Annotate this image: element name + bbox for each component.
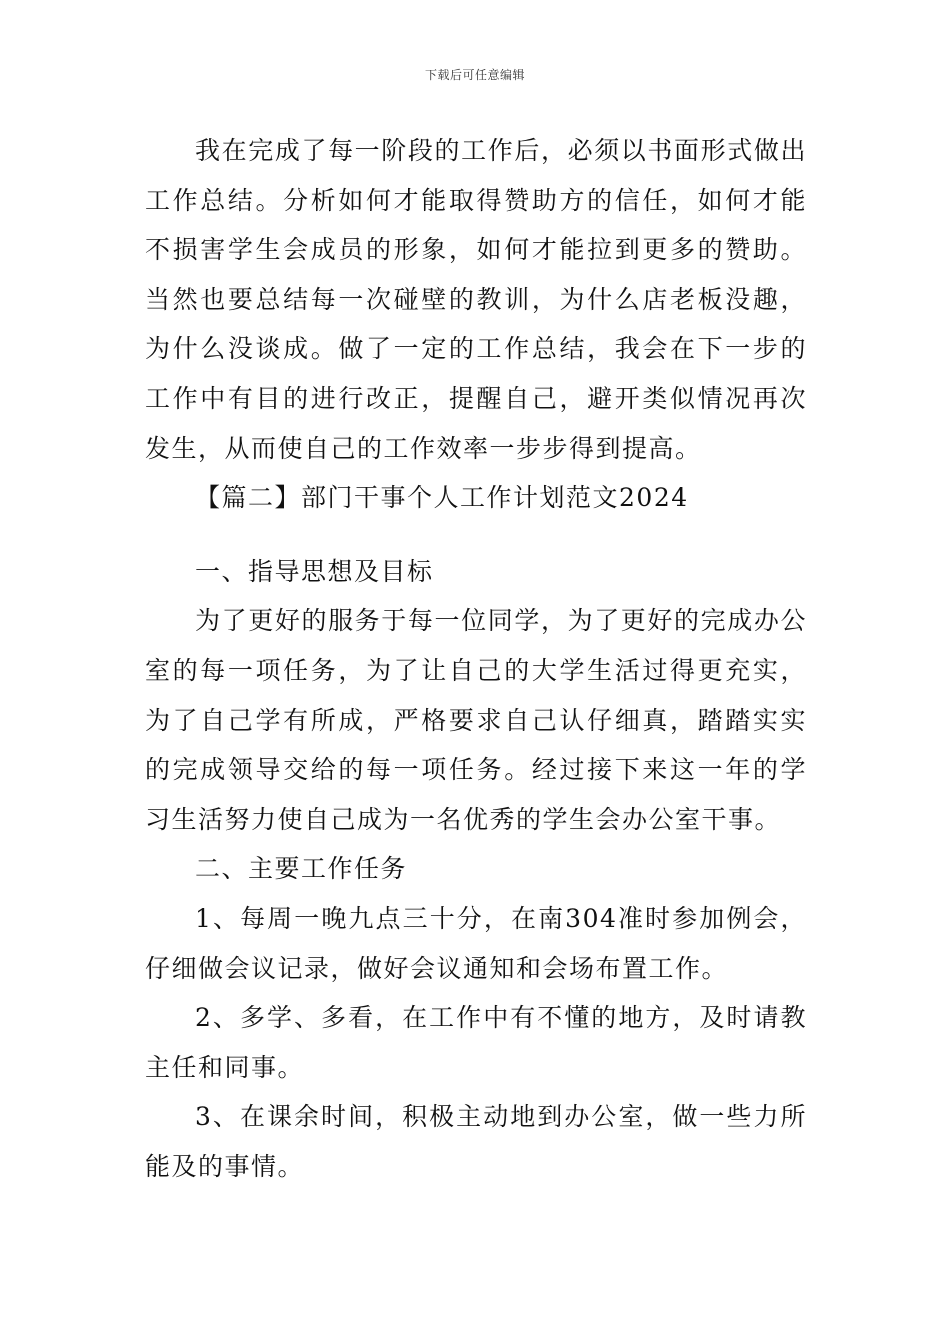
section-gap [145,523,807,547]
heading-main-tasks: 二、主要工作任务 [195,854,408,884]
document-body [145,126,807,1191]
heading-guiding-ideas: 一、指导思想及目标 [195,556,434,586]
paragraph-goals: 为了更好的服务于每一位同学，为了更好的完成办公室的每一项任务，为了让自己的大学生活过得更充实，为了自己学有所成，严格要求自己认仔细真，踏踏实实的完成领导交给的每一项任务。经过接下来这一年的学习生活努力使自己成为一名优秀的学生会办公室干事。 [145,606,807,834]
task-item-1: 1、每周一晚九点三十分，在南304准时参加例会，仔细做会议记录，做好会议通知和会场布置工作。 [145,903,807,983]
section-title: 【篇二】部门干事个人工作计划范文2024 [195,483,689,513]
task-item-3: 3、在课余时间，积极主动地到办公室，做一些力所能及的事情。 [145,1102,807,1181]
paragraph-work-summary: 我在完成了每一阶段的工作后，必须以书面形式做出工作总结。分析如何才能取得赞助方的信任，如何才能不损害学生会成员的形象，如何才能拉到更多的赞助。当然也要总结每一次碰壁的教训，为什么店老板没趣，为什么没谈成。做了一定的工作总结，我会在下一步的工作中有目的进行改正，提醒自己，避开类似情况再次发生，从而使自己的工作效率一步步得到提高。 [145,136,807,463]
task-item-2: 2、多学、多看，在工作中有不懂的地方，及时请教主任和同事。 [145,1003,807,1082]
page-header-note: 下载后可任意编辑 [424,68,525,82]
